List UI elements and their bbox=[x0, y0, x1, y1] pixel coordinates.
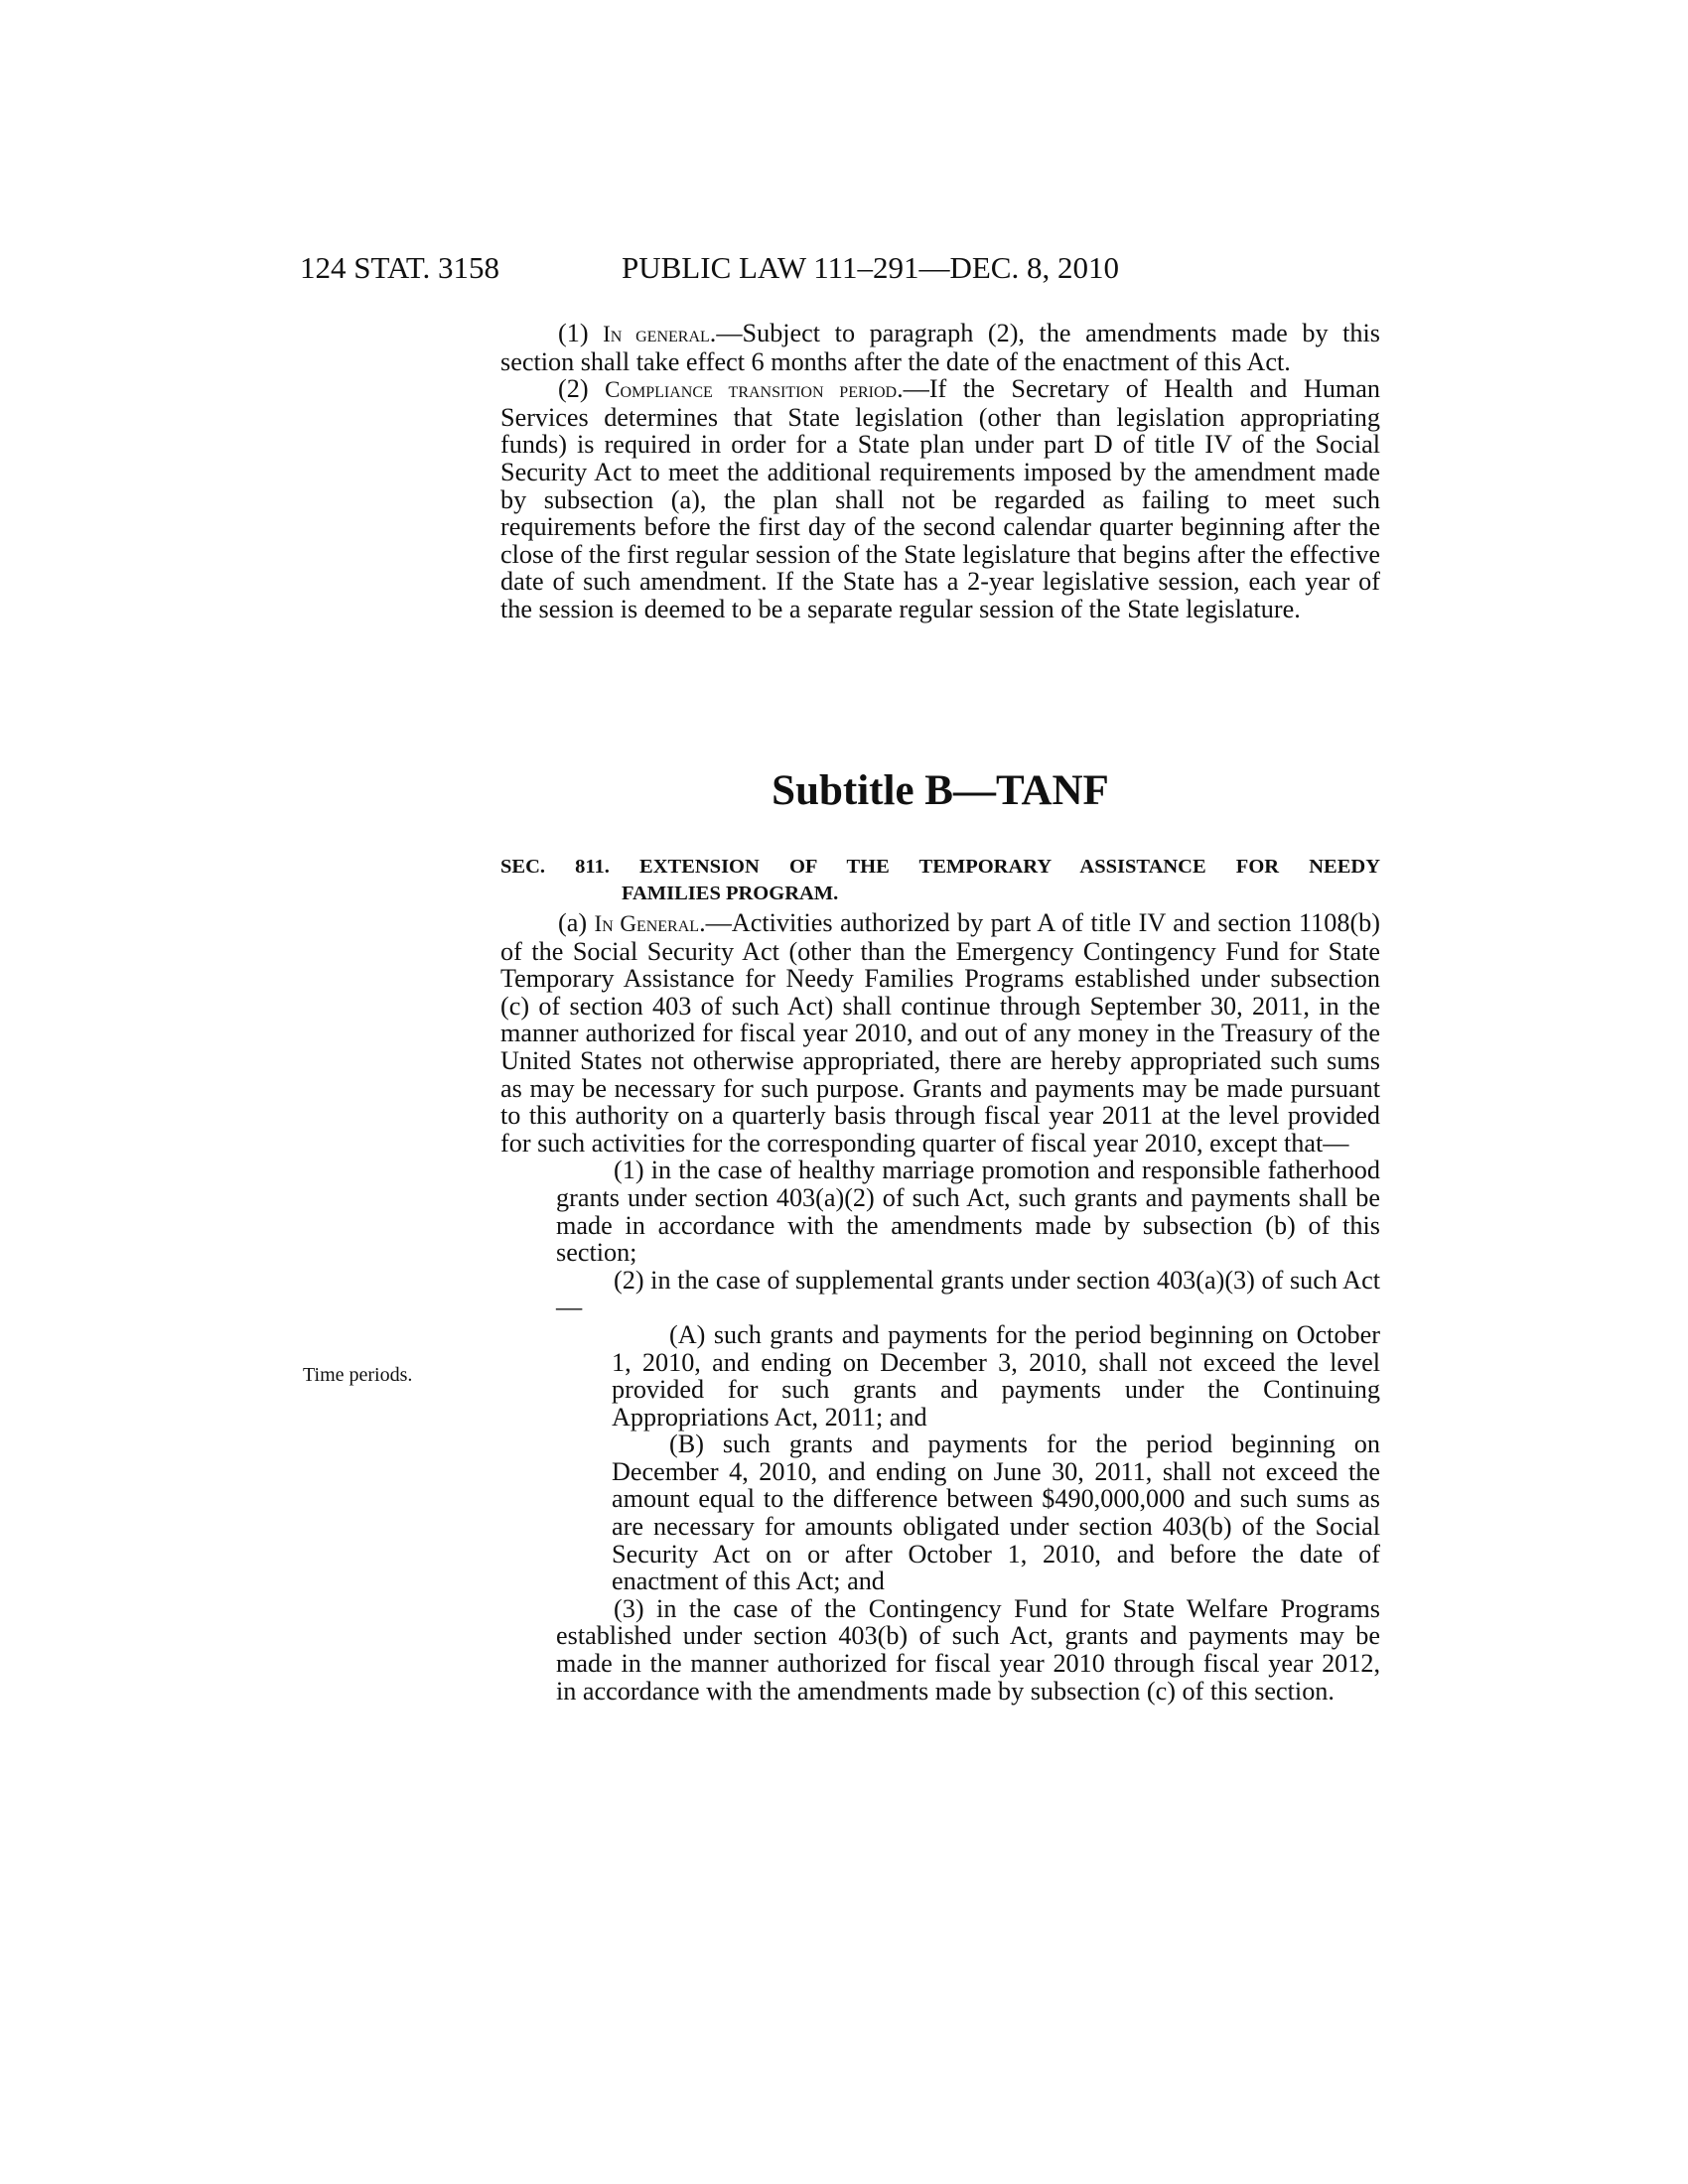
effective-date-section bbox=[500, 320, 1380, 623]
section-811-body bbox=[500, 909, 1380, 1705]
stat-citation: 124 STAT. 3158 bbox=[300, 250, 500, 285]
item-2: (2) in the case of supplemental grants under section 403(a)(3) of such Act— bbox=[556, 1265, 1380, 1322]
paragraph-2 bbox=[500, 375, 1380, 622]
section-heading bbox=[500, 854, 1380, 907]
subtitle-heading: Subtitle B—TANF bbox=[772, 767, 1109, 814]
item-2-A: (A) such grants and payments for the period beginning on October 1, 2010, and ending on December 3, 2010, shall not exceed the level provided for such grants and payments under the Continuing Appropriations Act, 2011; and bbox=[612, 1319, 1380, 1432]
subsection-a-label: (a) bbox=[558, 908, 595, 937]
running-header bbox=[300, 248, 1392, 288]
margin-note: Time periods. bbox=[303, 1364, 413, 1386]
item-2-B: (B) such grants and payments for the period beginning on December 4, 2010, and ending on June 30, 2011, shall not exceed the amount equal to the difference between $490,000,000 and such sums as are necessary for amounts obligated under section 403(b) of the Social Security Act on or after October 1, 2010, and before the date of enactment of this Act; and bbox=[612, 1430, 1380, 1596]
paragraph-1-text: .—Subject to paragraph (2), the amendments made by this section shall take effect 6 months after the date of the enactment of this Act. bbox=[500, 319, 1380, 376]
subsection-a-text: .—Activities authorized by part A of title IV and section 1108(b) of the Social Security Act (other than the Emergency Contingency Fund for State Temporary Assistance for Needy Families Programs established under subsection (c) of section 403 of such Act) shall continue through September 30, 2011, in the manner authorized for fiscal year 2010, and out of any money in the Treasury of the United States not otherwise appropriated, there are hereby appropriated such sums as may be necessary for such purpose. Grants and payments may be made pursuant to this authority on a quarterly basis through fiscal year 2011 at the level provided for such activities for the corresponding quarter of fiscal year 2010, except that— bbox=[500, 908, 1380, 1158]
item-3: (3) in the case of the Contingency Fund for State Welfare Programs established under section 403(b) of such Act, grants and payments may be made in the manner authorized for fiscal year 2010 through fiscal year 2012, in accordance with the amendments made by subsection (c) of this section. bbox=[556, 1593, 1380, 1706]
subsection-a bbox=[500, 909, 1380, 1157]
paragraph-2-heading: Compliance transition period bbox=[605, 377, 898, 403]
paragraph-2-label: (2) bbox=[558, 374, 606, 404]
law-citation: PUBLIC LAW 111–291—DEC. 8, 2010 bbox=[622, 250, 1119, 285]
paragraph-1 bbox=[500, 320, 1380, 375]
item-1: (1) in the case of healthy marriage promotion and responsible fatherhood grants under section 403(a)(2) of such Act, such grants and payments shall be made in accordance with the amendments made by subsection (b) of this section; bbox=[556, 1156, 1380, 1268]
subsection-a-heading: In General bbox=[594, 911, 700, 936]
section-heading-line-1: SEC. 811. EXTENSION OF THE TEMPORARY ASSISTANCE FOR NEEDY bbox=[500, 856, 1380, 878]
paragraph-2-text: .—If the Secretary of Health and Human Services determines that State legislation (other than legislation appropriating funds) is required in order for a State plan under part D of title IV of the Social Security Act to meet the additional requirements imposed by the amendment made by subsection (a), the plan shall not be regarded as failing to meet such requirements before the first day of the second calendar quarter beginning after the close of the first regular session of the State legislature that begins after the effective date of such amendment. If the State has a 2-year legislative session, each year of the session is deemed to be a separate regular session of the State legislature. bbox=[500, 374, 1381, 623]
paragraph-1-heading: In general bbox=[603, 322, 710, 346]
section-heading-line-2: FAMILIES PROGRAM. bbox=[622, 883, 839, 904]
paragraph-1-label: (1) bbox=[558, 319, 604, 347]
